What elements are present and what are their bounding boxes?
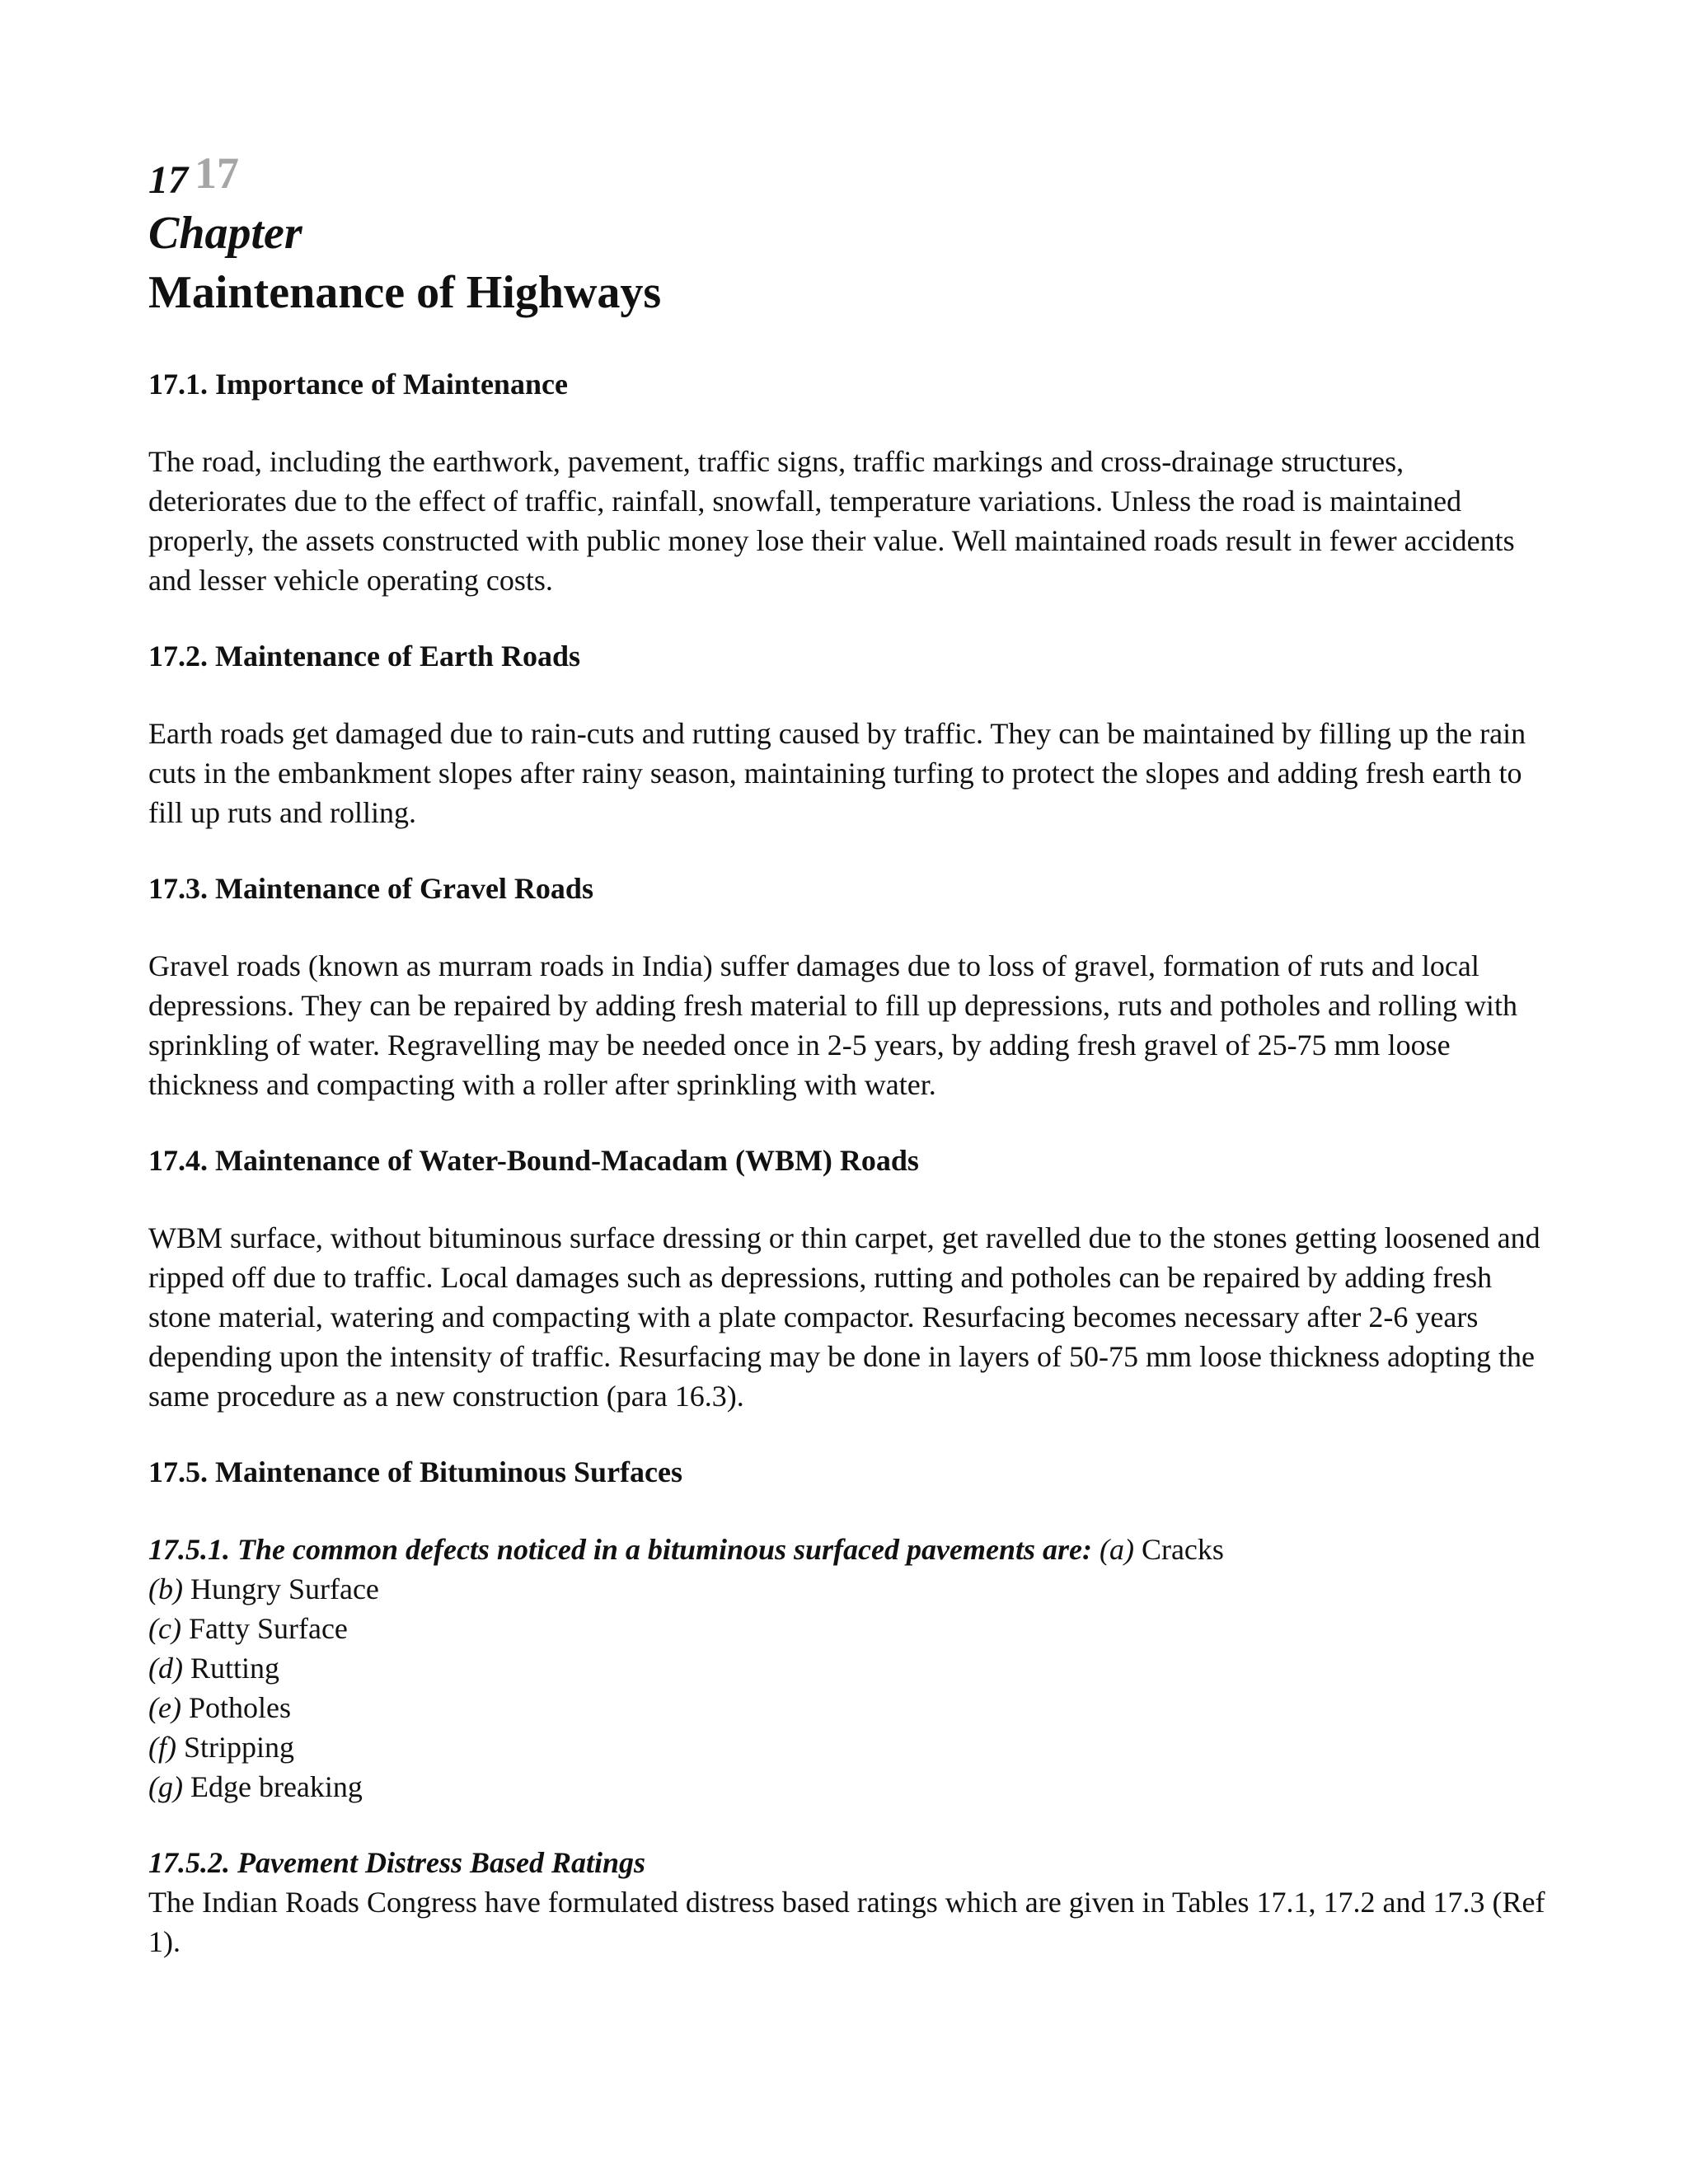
defect-letter: (b) — [148, 1572, 183, 1605]
document-page — [148, 148, 1550, 1961]
section-heading-17-5: 17.5. Maintenance of Bituminous Surfaces — [148, 1455, 682, 1488]
defect-text: Edge breaking — [190, 1770, 363, 1803]
chapter-title: Maintenance of Highways — [148, 267, 662, 318]
subsection-heading-17-5-2: 17.5.2. Pavement Distress Based Ratings — [148, 1846, 646, 1879]
section-body-17-1: The road, including the earthwork, pavement, traffic signs, traffic markings and cross-drainage structures, deteriorates due to the effect of traffic, rainfall, snowfall, temperature variations. Unless the road is maintained properly, the assets constructed with public money lose their value. Well maintained roads result in fewer accidents and lesser vehicle operating costs. — [148, 445, 1515, 597]
defect-letter: (d) — [148, 1652, 183, 1685]
defect-letter: (e) — [148, 1691, 181, 1724]
defect-text: Fatty Surface — [188, 1612, 348, 1645]
defect-text: Hungry Surface — [190, 1572, 379, 1605]
defect-text: Stripping — [183, 1731, 294, 1764]
list-item — [148, 1569, 1550, 1609]
defect-letter: (c) — [148, 1612, 181, 1645]
list-item — [148, 1648, 1550, 1688]
section-heading-17-1: 17.1. Importance of Maintenance — [148, 368, 568, 401]
defect-text: Cracks — [1141, 1533, 1224, 1566]
defect-text: Rutting — [190, 1652, 280, 1685]
chapter-number — [148, 148, 1550, 203]
section-body-17-4: WBM surface, without bituminous surface dressing or thin carpet, get ravelled due to the stones getting loosened and ripped off due to traffic. Local damages such as depressions, rutting and potholes can be repaired by adding fresh stone material, watering and compacting with a plate compactor. Resurfacing becomes necessary after 2-6 years depending upon the intensity of traffic. Resurfacing may be done in layers of 50-75 mm loose thickness adopting the same procedure as a new construction (para 16.3). — [148, 1221, 1540, 1413]
section-heading-17-2: 17.2. Maintenance of Earth Roads — [148, 640, 580, 673]
defect-letter: (f) — [148, 1731, 176, 1764]
defect-text: Potholes — [188, 1691, 291, 1724]
list-item — [148, 1609, 1550, 1648]
defects-intro-line — [148, 1530, 1550, 1569]
defects-list — [148, 1530, 1550, 1807]
section-heading-17-4: 17.4. Maintenance of Water-Bound-Macadam (WBM) Roads — [148, 1144, 919, 1177]
chapter-number-grey: 17 — [195, 148, 239, 198]
list-item — [148, 1688, 1550, 1727]
subsection-heading-17-5-1: 17.5.1. The common defects noticed in a bituminous surfaced pavements are: — [148, 1533, 1092, 1566]
defect-letter: (g) — [148, 1770, 183, 1803]
chapter-number-italic: 17 — [148, 158, 188, 202]
defect-letter: (a) — [1099, 1533, 1134, 1566]
list-item — [148, 1767, 1550, 1807]
chapter-label: Chapter — [148, 208, 302, 259]
section-body-17-2: Earth roads get damaged due to rain-cuts and rutting caused by traffic. They can be maintained by filling up the rain cuts in the embankment slopes after rainy season, maintaining turfing to protect the slopes and adding fresh earth to fill up ruts and rolling. — [148, 717, 1526, 829]
subsection-body-17-5-2: The Indian Roads Congress have formulated distress based ratings which are given in Tables 17.1, 17.2 and 17.3 (Ref 1). — [148, 1886, 1545, 1958]
section-heading-17-3: 17.3. Maintenance of Gravel Roads — [148, 872, 593, 905]
list-item — [148, 1727, 1550, 1767]
section-body-17-3: Gravel roads (known as murram roads in India) suffer damages due to loss of gravel, formation of ruts and local depressions. They can be repaired by adding fresh material to fill up depressions, ruts and potholes and rolling with sprinkling of water. Regravelling may be needed once in 2-5 years, by adding fresh gravel of 25-75 mm loose thickness and compacting with a roller after sprinkling with water. — [148, 949, 1517, 1101]
